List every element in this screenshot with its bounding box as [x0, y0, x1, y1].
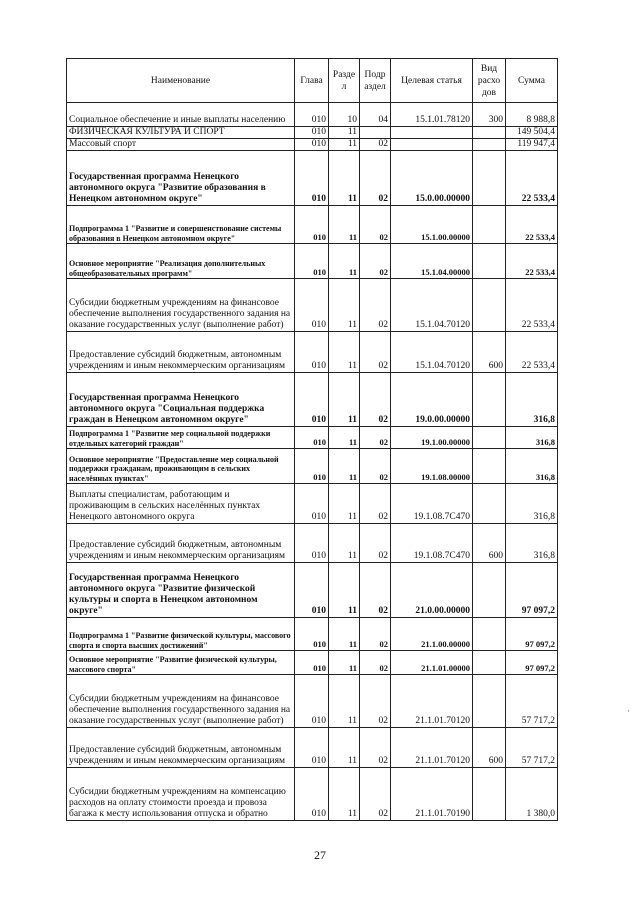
table-row: [67, 427, 558, 449]
budget-table: [66, 58, 558, 821]
cell-glava: 010: [295, 427, 329, 449]
cell-name: Основное мероприятие "Реализация дополнительных общеобразовательных программ": [67, 244, 295, 279]
cell-expense-type: [473, 244, 506, 279]
table-row: [67, 103, 558, 127]
margin-mark: ·: [627, 706, 630, 716]
cell-amount: 1 380,0: [506, 768, 558, 821]
cell-podrazdel: 02: [360, 728, 391, 768]
cell-target-article: [391, 139, 473, 151]
cell-amount: 316,8: [506, 373, 558, 427]
cell-glava: 010: [295, 728, 329, 768]
cell-target-article: 15.1.04.00000: [391, 244, 473, 279]
cell-name: Подпрограмма 1 "Развитие физической культуры, массового спорта и спорта высших достижений": [67, 618, 295, 651]
table-body: [67, 103, 558, 821]
cell-glava: 010: [295, 449, 329, 484]
col-header-expense-type: Вид расхо дов: [473, 59, 506, 103]
cell-amount: 22 533,4: [506, 244, 558, 279]
cell-glava: 010: [295, 618, 329, 651]
col-header-amount: Сумма: [506, 59, 558, 103]
table-row: [67, 651, 558, 675]
cell-razdel: 11: [329, 373, 360, 427]
cell-amount: 22 533,4: [506, 279, 558, 332]
cell-glava: 010: [295, 768, 329, 821]
col-header-name: Наименование: [67, 59, 295, 103]
cell-razdel: 11: [329, 484, 360, 524]
cell-glava: 010: [295, 484, 329, 524]
table-row: [67, 151, 558, 206]
cell-name: Государственная программа Ненецкого автономного округа "Развитие физической культуры и спорта в Ненецком автономном округе": [67, 563, 295, 618]
cell-razdel: 11: [329, 728, 360, 768]
cell-podrazdel: [360, 127, 391, 139]
cell-razdel: 11: [329, 206, 360, 244]
cell-expense-type: [473, 768, 506, 821]
cell-amount: 57 717,2: [506, 675, 558, 728]
cell-name: Субсидии бюджетным учреждениям на финансовое обеспечение выполнения государственного задания на оказание государственных услуг (выполнение работ): [67, 279, 295, 332]
cell-razdel: 11: [329, 563, 360, 618]
cell-target-article: [391, 127, 473, 139]
cell-glava: 010: [295, 244, 329, 279]
cell-podrazdel: 02: [360, 373, 391, 427]
table-row: [67, 206, 558, 244]
cell-name: Выплаты специалистам, работающим и проживающим в сельских населённых пунктах Ненецкого автономного округа: [67, 484, 295, 524]
cell-glava: 010: [295, 524, 329, 563]
cell-razdel: 11: [329, 449, 360, 484]
table-row: [67, 768, 558, 821]
cell-razdel: 11: [329, 332, 360, 373]
cell-target-article: 21.1.00.00000: [391, 618, 473, 651]
cell-razdel: 11: [329, 127, 360, 139]
table-row: [67, 279, 558, 332]
cell-target-article: 19.0.00.00000: [391, 373, 473, 427]
cell-podrazdel: 02: [360, 563, 391, 618]
cell-target-article: 19.1.08.7C470: [391, 524, 473, 563]
cell-amount: 119 947,4: [506, 139, 558, 151]
cell-podrazdel: 04: [360, 103, 391, 127]
col-header-target-article: Целевая статья: [391, 59, 473, 103]
cell-name: Предоставление субсидий бюджетным, автономным учреждениям и иным некоммерческим организациям: [67, 332, 295, 373]
cell-expense-type: [473, 279, 506, 332]
cell-glava: 010: [295, 103, 329, 127]
table-row: [67, 244, 558, 279]
cell-target-article: 21.1.01.70120: [391, 675, 473, 728]
cell-target-article: 21.0.00.00000: [391, 563, 473, 618]
cell-podrazdel: 02: [360, 151, 391, 206]
cell-amount: 22 533,4: [506, 206, 558, 244]
table-row: [67, 332, 558, 373]
cell-podrazdel: 02: [360, 206, 391, 244]
cell-amount: 22 533,4: [506, 151, 558, 206]
cell-name: Субсидии бюджетным учреждениям на финансовое обеспечение выполнения государственного задания на оказание государственных услуг (выполнение работ): [67, 675, 295, 728]
cell-name: Подпрограмма 1 "Развитие мер социальной поддержки отдельных категорий граждан": [67, 427, 295, 449]
cell-expense-type: [473, 151, 506, 206]
cell-razdel: 11: [329, 427, 360, 449]
cell-expense-type: 300: [473, 103, 506, 127]
cell-glava: 010: [295, 127, 329, 139]
cell-amount: 316,8: [506, 484, 558, 524]
cell-name: Основное мероприятие "Развитие физической культуры, массового спорта": [67, 651, 295, 675]
cell-name: ФИЗИЧЕСКАЯ КУЛЬТУРА И СПОРТ: [67, 127, 295, 139]
cell-podrazdel: 02: [360, 449, 391, 484]
cell-target-article: 15.1.04.70120: [391, 279, 473, 332]
cell-amount: 149 504,4: [506, 127, 558, 139]
cell-expense-type: 600: [473, 728, 506, 768]
cell-razdel: 11: [329, 768, 360, 821]
col-header-podrazdel: Подр аздел: [360, 59, 391, 103]
table-row: [67, 484, 558, 524]
cell-expense-type: [473, 127, 506, 139]
cell-podrazdel: 02: [360, 618, 391, 651]
cell-target-article: 15.1.01.78120: [391, 103, 473, 127]
cell-razdel: 11: [329, 675, 360, 728]
cell-target-article: 19.1.08.7C470: [391, 484, 473, 524]
cell-name: Предоставление субсидий бюджетным, автономным учреждениям и иным некоммерческим организациям: [67, 524, 295, 563]
cell-podrazdel: 02: [360, 244, 391, 279]
cell-expense-type: [473, 618, 506, 651]
cell-razdel: 11: [329, 618, 360, 651]
page-number: 27: [314, 848, 326, 862]
cell-razdel: 10: [329, 103, 360, 127]
cell-razdel: 11: [329, 651, 360, 675]
cell-target-article: 19.1.08.00000: [391, 449, 473, 484]
cell-podrazdel: 02: [360, 279, 391, 332]
cell-expense-type: [473, 449, 506, 484]
cell-name: Государственная программа Ненецкого автономного округа "Социальная поддержка граждан в Ненецком автономном округе": [67, 373, 295, 427]
cell-name: Массовый спорт: [67, 139, 295, 151]
table-row: [67, 449, 558, 484]
cell-razdel: 11: [329, 244, 360, 279]
cell-expense-type: 600: [473, 332, 506, 373]
cell-target-article: 21.1.01.00000: [391, 651, 473, 675]
cell-target-article: 15.0.00.00000: [391, 151, 473, 206]
cell-glava: 010: [295, 151, 329, 206]
cell-target-article: 15.1.00.00000: [391, 206, 473, 244]
cell-expense-type: [473, 139, 506, 151]
table-row: [67, 127, 558, 139]
table-row: [67, 728, 558, 768]
table-row: [67, 373, 558, 427]
cell-amount: 8 988,8: [506, 103, 558, 127]
cell-podrazdel: 02: [360, 768, 391, 821]
table-header-row: [67, 59, 558, 103]
cell-amount: 316,8: [506, 427, 558, 449]
cell-name: Основное мероприятие "Предоставление мер социальной поддержки гражданам, проживающим в сельских населённых пунктах": [67, 449, 295, 484]
cell-expense-type: [473, 427, 506, 449]
cell-podrazdel: 02: [360, 332, 391, 373]
cell-name: Государственная программа Ненецкого автономного округа "Развитие образования в Ненецком автономном округе": [67, 151, 295, 206]
cell-podrazdel: 02: [360, 675, 391, 728]
cell-razdel: 11: [329, 139, 360, 151]
col-header-razdel: Разде л: [329, 59, 360, 103]
cell-razdel: 11: [329, 279, 360, 332]
cell-amount: 97 097,2: [506, 651, 558, 675]
cell-amount: 57 717,2: [506, 728, 558, 768]
cell-razdel: 11: [329, 524, 360, 563]
cell-target-article: 15.1.04.70120: [391, 332, 473, 373]
cell-expense-type: [473, 206, 506, 244]
cell-glava: 010: [295, 651, 329, 675]
table-row: [67, 563, 558, 618]
cell-amount: 97 097,2: [506, 563, 558, 618]
cell-target-article: 21.1.01.70190: [391, 768, 473, 821]
cell-podrazdel: 02: [360, 651, 391, 675]
cell-name: Предоставление субсидий бюджетным, автономным учреждениям и иным некоммерческим организациям: [67, 728, 295, 768]
cell-podrazdel: 02: [360, 524, 391, 563]
cell-amount: 316,8: [506, 449, 558, 484]
cell-expense-type: [473, 563, 506, 618]
cell-name: Субсидии бюджетным учреждениям на компенсацию расходов на оплату стоимости проезда и провоза багажа к месту использования отпуска и обратно: [67, 768, 295, 821]
table-row: [67, 675, 558, 728]
table-row: [67, 618, 558, 651]
cell-glava: 010: [295, 675, 329, 728]
cell-amount: 97 097,2: [506, 618, 558, 651]
table-row: [67, 139, 558, 151]
table-row: [67, 524, 558, 563]
cell-amount: 316,8: [506, 524, 558, 563]
cell-podrazdel: 02: [360, 484, 391, 524]
cell-expense-type: [473, 675, 506, 728]
cell-glava: 010: [295, 279, 329, 332]
cell-expense-type: [473, 484, 506, 524]
cell-glava: 010: [295, 332, 329, 373]
col-header-glava: Глава: [295, 59, 329, 103]
cell-expense-type: [473, 373, 506, 427]
cell-target-article: 19.1.00.00000: [391, 427, 473, 449]
cell-expense-type: [473, 651, 506, 675]
cell-amount: 22 533,4: [506, 332, 558, 373]
cell-razdel: 11: [329, 151, 360, 206]
cell-glava: 010: [295, 206, 329, 244]
cell-name: Социальное обеспечение и иные выплаты населению: [67, 103, 295, 127]
cell-glava: 010: [295, 373, 329, 427]
cell-target-article: 21.1.01.70120: [391, 728, 473, 768]
cell-expense-type: 600: [473, 524, 506, 563]
cell-podrazdel: 02: [360, 139, 391, 151]
cell-podrazdel: 02: [360, 427, 391, 449]
cell-glava: 010: [295, 139, 329, 151]
cell-glava: 010: [295, 563, 329, 618]
cell-name: Подпрограмма 1 "Развитие и совершенствование системы образования в Ненецком автономном округе": [67, 206, 295, 244]
